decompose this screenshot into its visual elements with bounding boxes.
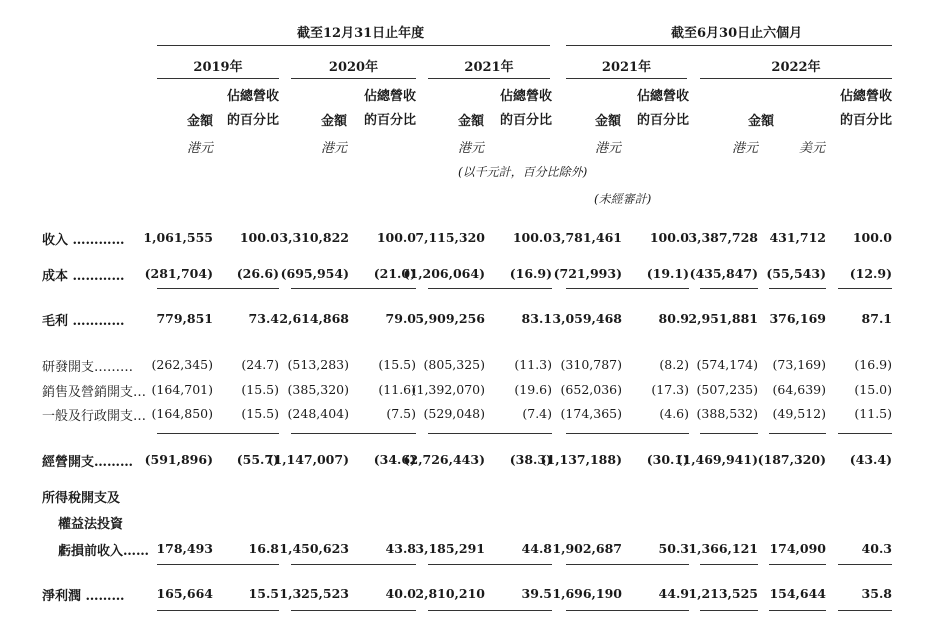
- table-underline: [566, 564, 689, 565]
- table-cell: 40.3: [861, 541, 892, 556]
- table-cell: (1,392,070): [411, 382, 485, 397]
- table-cell: 2,614,868: [279, 311, 349, 326]
- table-cell: 1,696,190: [552, 586, 622, 601]
- period-rule-annual: [157, 45, 550, 46]
- table-cell: (248,404): [287, 406, 349, 421]
- table-cell: 100.0: [649, 230, 689, 245]
- table-cell: (73,169): [772, 357, 826, 372]
- amount-header: 金額: [186, 114, 213, 129]
- row-label-rnd: 研發開支………: [42, 360, 134, 375]
- table-underline: [428, 610, 552, 611]
- table-cell: (11.5): [854, 406, 892, 421]
- table-cell: 376,169: [769, 311, 826, 326]
- table-cell: (12.9): [849, 266, 892, 281]
- table-cell: 80.9: [658, 311, 689, 326]
- table-underline: [769, 564, 826, 565]
- table-cell: (721,993): [553, 266, 622, 281]
- table-cell: (4.6): [659, 406, 689, 421]
- pct-header-line2: 的百分比: [363, 113, 416, 128]
- table-cell: (64,639): [772, 382, 826, 397]
- table-cell: (8.2): [659, 357, 689, 372]
- row-label-revenue: 收入 …………: [42, 233, 125, 248]
- table-cell: (15.5): [241, 406, 279, 421]
- pct-header-line1: 佔總營收: [839, 89, 892, 104]
- row-label-sales-marketing: 銷售及營銷開支…: [42, 385, 147, 400]
- table-cell: 3,185,291: [415, 541, 485, 556]
- table-cell: 1,325,523: [279, 586, 349, 601]
- year-header-2021: 2021年: [464, 60, 514, 75]
- table-underline: [700, 433, 758, 434]
- table-cell: 1,366,121: [688, 541, 758, 556]
- row-label-cost: 成本 …………: [42, 269, 125, 284]
- table-cell: (11.6): [378, 382, 416, 397]
- table-cell: (15.5): [378, 357, 416, 372]
- table-cell: (1,469,941): [676, 452, 758, 467]
- table-cell: (11.3): [514, 357, 552, 372]
- table-cell: (16.9): [854, 357, 892, 372]
- year-header-2019: 2019年: [193, 60, 243, 75]
- table-cell: 1,213,525: [688, 586, 758, 601]
- table-cell: (164,850): [151, 406, 213, 421]
- currency-hkd: 港元: [594, 141, 621, 156]
- table-underline: [700, 610, 758, 611]
- table-cell: 178,493: [156, 541, 213, 556]
- year-rule-2019: [157, 78, 279, 79]
- table-cell: (652,036): [560, 382, 622, 397]
- table-cell: 83.1: [521, 311, 552, 326]
- table-cell: (15.0): [854, 382, 892, 397]
- table-underline: [769, 610, 826, 611]
- table-cell: (19.6): [514, 382, 552, 397]
- table-cell: 87.1: [861, 311, 892, 326]
- row-label-pretax-line2: 權益法投資: [58, 517, 124, 532]
- table-underline: [157, 433, 279, 434]
- table-cell: (310,787): [560, 357, 622, 372]
- table-cell: 7,115,320: [415, 230, 485, 245]
- table-cell: 73.4: [248, 311, 279, 326]
- table-cell: (19.1): [646, 266, 689, 281]
- amount-header: 金額: [320, 114, 347, 129]
- row-label-net-profit: 淨利潤 ………: [42, 589, 125, 604]
- table-cell: (174,365): [560, 406, 622, 421]
- table-underline: [566, 610, 689, 611]
- table-underline: [838, 288, 892, 289]
- table-cell: 165,664: [156, 586, 213, 601]
- year-rule-2021: [428, 78, 550, 79]
- table-cell: 16.8: [248, 541, 279, 556]
- table-cell: (695,954): [280, 266, 349, 281]
- table-underline: [428, 288, 552, 289]
- pct-header-line2: 的百分比: [499, 113, 552, 128]
- currency-usd: 美元: [798, 141, 825, 156]
- table-cell: 1,061,555: [143, 230, 213, 245]
- table-underline: [838, 564, 892, 565]
- period-rule-six-months: [566, 45, 892, 46]
- table-underline: [291, 610, 416, 611]
- pct-header-line1: 佔總營收: [636, 89, 689, 104]
- table-underline: [838, 433, 892, 434]
- table-underline: [769, 433, 826, 434]
- table-cell: (24.7): [241, 357, 279, 372]
- pct-header-line1: 佔總營收: [499, 89, 552, 104]
- table-underline: [291, 288, 416, 289]
- table-underline: [700, 288, 758, 289]
- table-cell: (591,896): [144, 452, 213, 467]
- pct-header-line1: 佔總營收: [363, 89, 416, 104]
- table-cell: 79.0: [385, 311, 416, 326]
- row-label-pretax-line3: 虧損前收入……: [58, 544, 150, 559]
- table-cell: (187,320): [757, 452, 826, 467]
- table-cell: 154,644: [769, 586, 826, 601]
- year-header-2020: 2020年: [328, 60, 379, 75]
- table-cell: (7.5): [386, 406, 416, 421]
- table-cell: (55.7): [236, 452, 279, 467]
- table-cell: (55,543): [766, 266, 826, 281]
- table-cell: 15.5: [248, 586, 279, 601]
- table-cell: 779,851: [156, 311, 213, 326]
- table-cell: 100.0: [512, 230, 552, 245]
- table-cell: (49,512): [772, 406, 826, 421]
- table-cell: (435,847): [689, 266, 758, 281]
- table-cell: (388,532): [696, 406, 758, 421]
- year-rule-2021-h1: [566, 78, 687, 79]
- row-label-gross-profit: 毛利 …………: [42, 314, 125, 329]
- table-underline: [157, 288, 279, 289]
- table-cell: (17.3): [651, 382, 689, 397]
- table-cell: (529,048): [423, 406, 485, 421]
- table-cell: 3,310,822: [279, 230, 349, 245]
- table-cell: 3,387,728: [688, 230, 758, 245]
- table-cell: (1,137,188): [540, 452, 622, 467]
- table-underline: [700, 564, 758, 565]
- pct-header-line2: 的百分比: [636, 113, 689, 128]
- table-cell: 44.9: [658, 586, 689, 601]
- year-rule-2022-h1: [700, 78, 892, 79]
- table-cell: (385,320): [287, 382, 349, 397]
- table-cell: (30.1): [646, 452, 689, 467]
- table-cell: 3,781,461: [552, 230, 622, 245]
- row-label-general-admin: 一般及行政開支…: [42, 409, 147, 424]
- table-cell: (16.9): [509, 266, 552, 281]
- table-cell: 2,951,881: [688, 311, 758, 326]
- table-underline: [428, 564, 552, 565]
- table-cell: (281,704): [144, 266, 213, 281]
- table-cell: 5,909,256: [415, 311, 485, 326]
- table-underline: [566, 288, 689, 289]
- table-cell: (15.5): [241, 382, 279, 397]
- year-header-2021-h1: 2021年: [601, 60, 652, 75]
- table-underline: [428, 433, 552, 434]
- table-underline: [157, 610, 279, 611]
- table-cell: 1,450,623: [279, 541, 349, 556]
- table-underline: [838, 610, 892, 611]
- table-cell: 100.0: [376, 230, 416, 245]
- table-cell: (805,325): [423, 357, 485, 372]
- table-cell: (21.0): [373, 266, 416, 281]
- period-header-annual: 截至12月31日止年度: [297, 26, 425, 41]
- table-cell: (38.3): [509, 452, 552, 467]
- note-unaudited: (未經審計): [594, 192, 652, 206]
- row-label-pretax-line1: 所得稅開支及: [42, 491, 121, 506]
- pct-header-line2: 的百分比: [839, 113, 892, 128]
- table-cell: (43.4): [849, 452, 892, 467]
- currency-hkd: 港元: [320, 141, 347, 156]
- amount-header: 金額: [747, 114, 774, 129]
- table-underline: [291, 433, 416, 434]
- table-underline: [291, 564, 416, 565]
- table-underline: [157, 564, 279, 565]
- row-label-operating-expenses: 經營開支………: [42, 455, 134, 470]
- table-cell: 174,090: [769, 541, 826, 556]
- table-cell: 100.0: [852, 230, 892, 245]
- period-header-six-months: 截至6月30日止六個月: [671, 26, 803, 41]
- currency-hkd: 港元: [457, 141, 484, 156]
- table-cell: (574,174): [696, 357, 758, 372]
- table-cell: 431,712: [769, 230, 826, 245]
- table-underline: [769, 288, 826, 289]
- amount-header: 金額: [457, 114, 484, 129]
- currency-hkd: 港元: [731, 141, 758, 156]
- year-rule-2020: [291, 78, 416, 79]
- table-cell: (262,345): [151, 357, 213, 372]
- table-cell: (26.6): [236, 266, 279, 281]
- pct-header-line2: 的百分比: [226, 113, 279, 128]
- year-header-2022-h1: 2022年: [771, 60, 821, 75]
- table-cell: 100.0: [239, 230, 279, 245]
- table-cell: (1,147,007): [267, 452, 349, 467]
- table-cell: 40.0: [385, 586, 416, 601]
- table-cell: (34.6): [373, 452, 416, 467]
- currency-hkd: 港元: [186, 141, 213, 156]
- table-cell: (2,726,443): [403, 452, 485, 467]
- table-cell: 43.8: [385, 541, 416, 556]
- table-cell: 44.8: [521, 541, 552, 556]
- note-thousands: (以千元計，百分比除外): [458, 165, 588, 179]
- table-cell: (1,206,064): [403, 266, 485, 281]
- table-cell: 50.3: [658, 541, 689, 556]
- table-cell: 1,902,687: [552, 541, 622, 556]
- table-cell: (164,701): [151, 382, 213, 397]
- table-cell: 39.5: [521, 586, 552, 601]
- table-cell: 3,059,468: [552, 311, 622, 326]
- table-cell: (513,283): [287, 357, 349, 372]
- table-cell: (507,235): [696, 382, 758, 397]
- table-underline: [566, 433, 689, 434]
- table-cell: 2,810,210: [415, 586, 485, 601]
- pct-header-line1: 佔總營收: [226, 89, 279, 104]
- amount-header: 金額: [594, 114, 621, 129]
- table-cell: 35.8: [861, 586, 892, 601]
- table-cell: (7.4): [522, 406, 552, 421]
